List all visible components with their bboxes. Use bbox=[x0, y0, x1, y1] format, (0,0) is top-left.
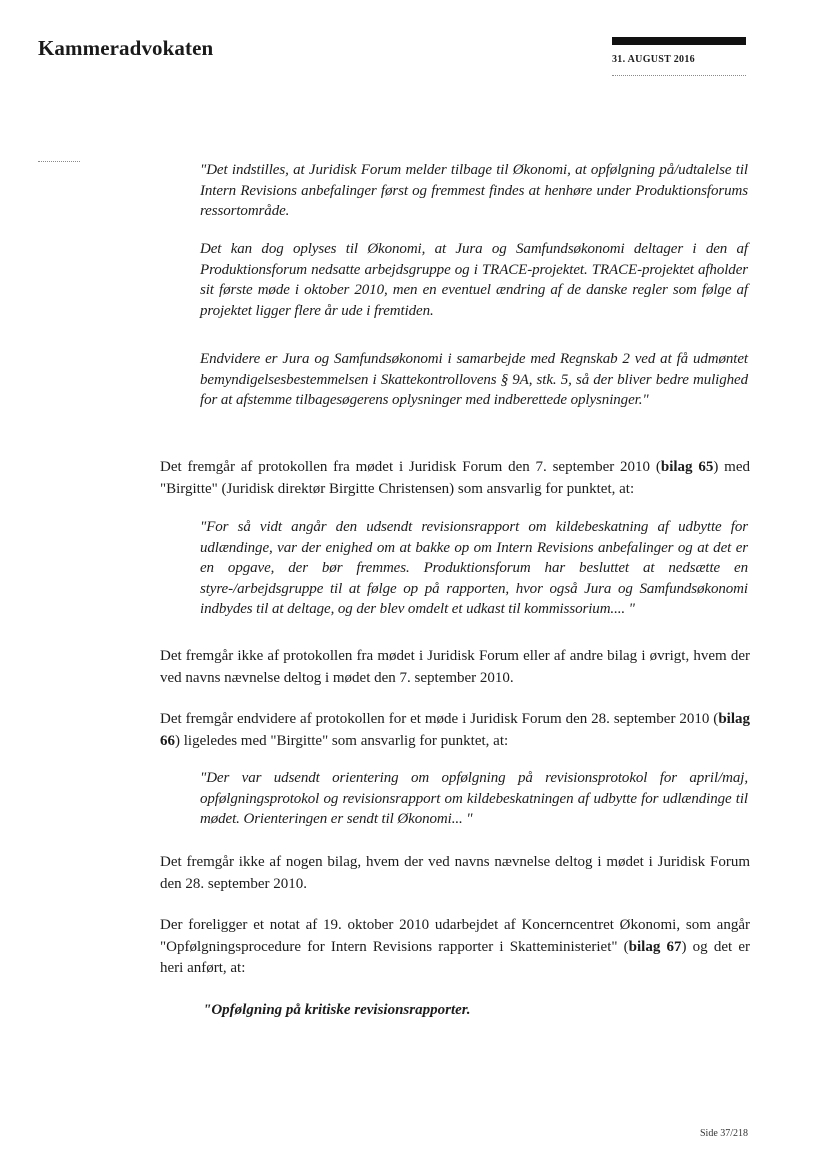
paragraph-text: ) med "Birgitte" (Juridisk direktør Birgitte Christensen) som ansvarlig for punktet, at: bbox=[160, 459, 750, 497]
document-date: 31. AUGUST 2016 bbox=[612, 54, 695, 65]
body-paragraph bbox=[160, 915, 750, 980]
body-paragraph bbox=[160, 709, 750, 752]
quote-paragraph: "Det indstilles, at Juridisk Forum melder tilbage til Økonomi, at opfølgning på/udtalelse til Intern Revisions anbefalinger først og fremmest findes at henhøre under Produktionsforums ressortområde. bbox=[200, 162, 748, 219]
paragraph-text: ) og det er heri anført, at: bbox=[160, 938, 750, 976]
firm-name: Kammeradvokaten bbox=[38, 36, 214, 60]
header-rule bbox=[612, 37, 746, 45]
quote-paragraph: "For så vidt angår den udsendt revisionsrapport om kildebeskatning af udbytte for udlændinge, var der enighed om at bakke op om Intern Revisions anbefalinger og at det er en opgave, der bør fremmes. Produktionsforum har besluttet at nedsætte en styre-/arbejdsgruppe til at følge op på rapporten, hvor også Jura og Samfundsøkonomi indbydes til at deltage, og der blev omdelt et udkast til kommissorium.... " bbox=[200, 519, 748, 617]
page-number: Side 37/218 bbox=[700, 1128, 749, 1139]
paragraph-text: ) ligeledes med "Birgitte" som ansvarlig for punktet, at: bbox=[175, 732, 509, 749]
quote-paragraph: "Der var udsendt orientering om opfølgning på revisionsprotokol for april/maj, opfølgningsprotokol og revisionsrapport om kildebeskatningen af udbytte for udlændinge til mødet. Orienteringen er sendt til Økonomi... " bbox=[200, 770, 748, 827]
paragraph-text: Der foreligger et notat af 19. oktober 2010 udarbejdet af Koncerncentret Økonomi, som angår "Opfølgningsprocedure for Intern Revisions rapporter i Skatteministeriet" ( bbox=[160, 917, 750, 955]
body-paragraph: Det fremgår ikke af protokollen fra mødet i Juridisk Forum eller af andre bilag i øvrigt, hvem der ved navns nævnelse deltog i mødet den 7. september 2010. bbox=[160, 648, 750, 686]
body-paragraph: Det fremgår ikke af nogen bilag, hvem der ved navns nævnelse deltog i mødet i Juridisk Forum den 28. september 2010. bbox=[160, 854, 750, 892]
bilag-reference: bilag 65 bbox=[660, 459, 714, 475]
bilag-reference: bilag 66 bbox=[160, 711, 750, 749]
quote-paragraph: Endvidere er Jura og Samfundsøkonomi i samarbejde med Regnskab 2 ved at få udmøntet bemyndigelsesbestemmelsen i Skattekontrollovens § 9A, stk. 5, så der bliver bedre mulighed for at afstemme tilbagesøgerens oplysninger med indberettede oplysninger." bbox=[200, 351, 748, 408]
paragraph-text: Det fremgår endvidere af protokollen for et møde i Juridisk Forum den 28. september 2010 ( bbox=[160, 711, 719, 727]
paragraph-text: Det fremgår af protokollen fra mødet i Juridisk Forum den 7. september 2010 ( bbox=[160, 459, 661, 475]
header-dotted-divider bbox=[612, 75, 746, 76]
margin-dotted-divider bbox=[38, 161, 80, 162]
quote-paragraph: Det kan dog oplyses til Økonomi, at Jura og Samfundsøkonomi deltager i den af Produktionsforum nedsatte arbejdsgruppe og i TRACE-projektet. TRACE-projektet afholder sit første møde i oktober 2010, men en eventuel ændring af de danske regler som følge af projektet ligger flere år ude i fremtiden. bbox=[200, 241, 748, 319]
body-paragraph bbox=[160, 457, 750, 500]
bilag-reference: bilag 67 bbox=[628, 938, 682, 955]
quote-heading: "Opfølgning på kritiske revisionsrapporter. bbox=[203, 1002, 471, 1018]
